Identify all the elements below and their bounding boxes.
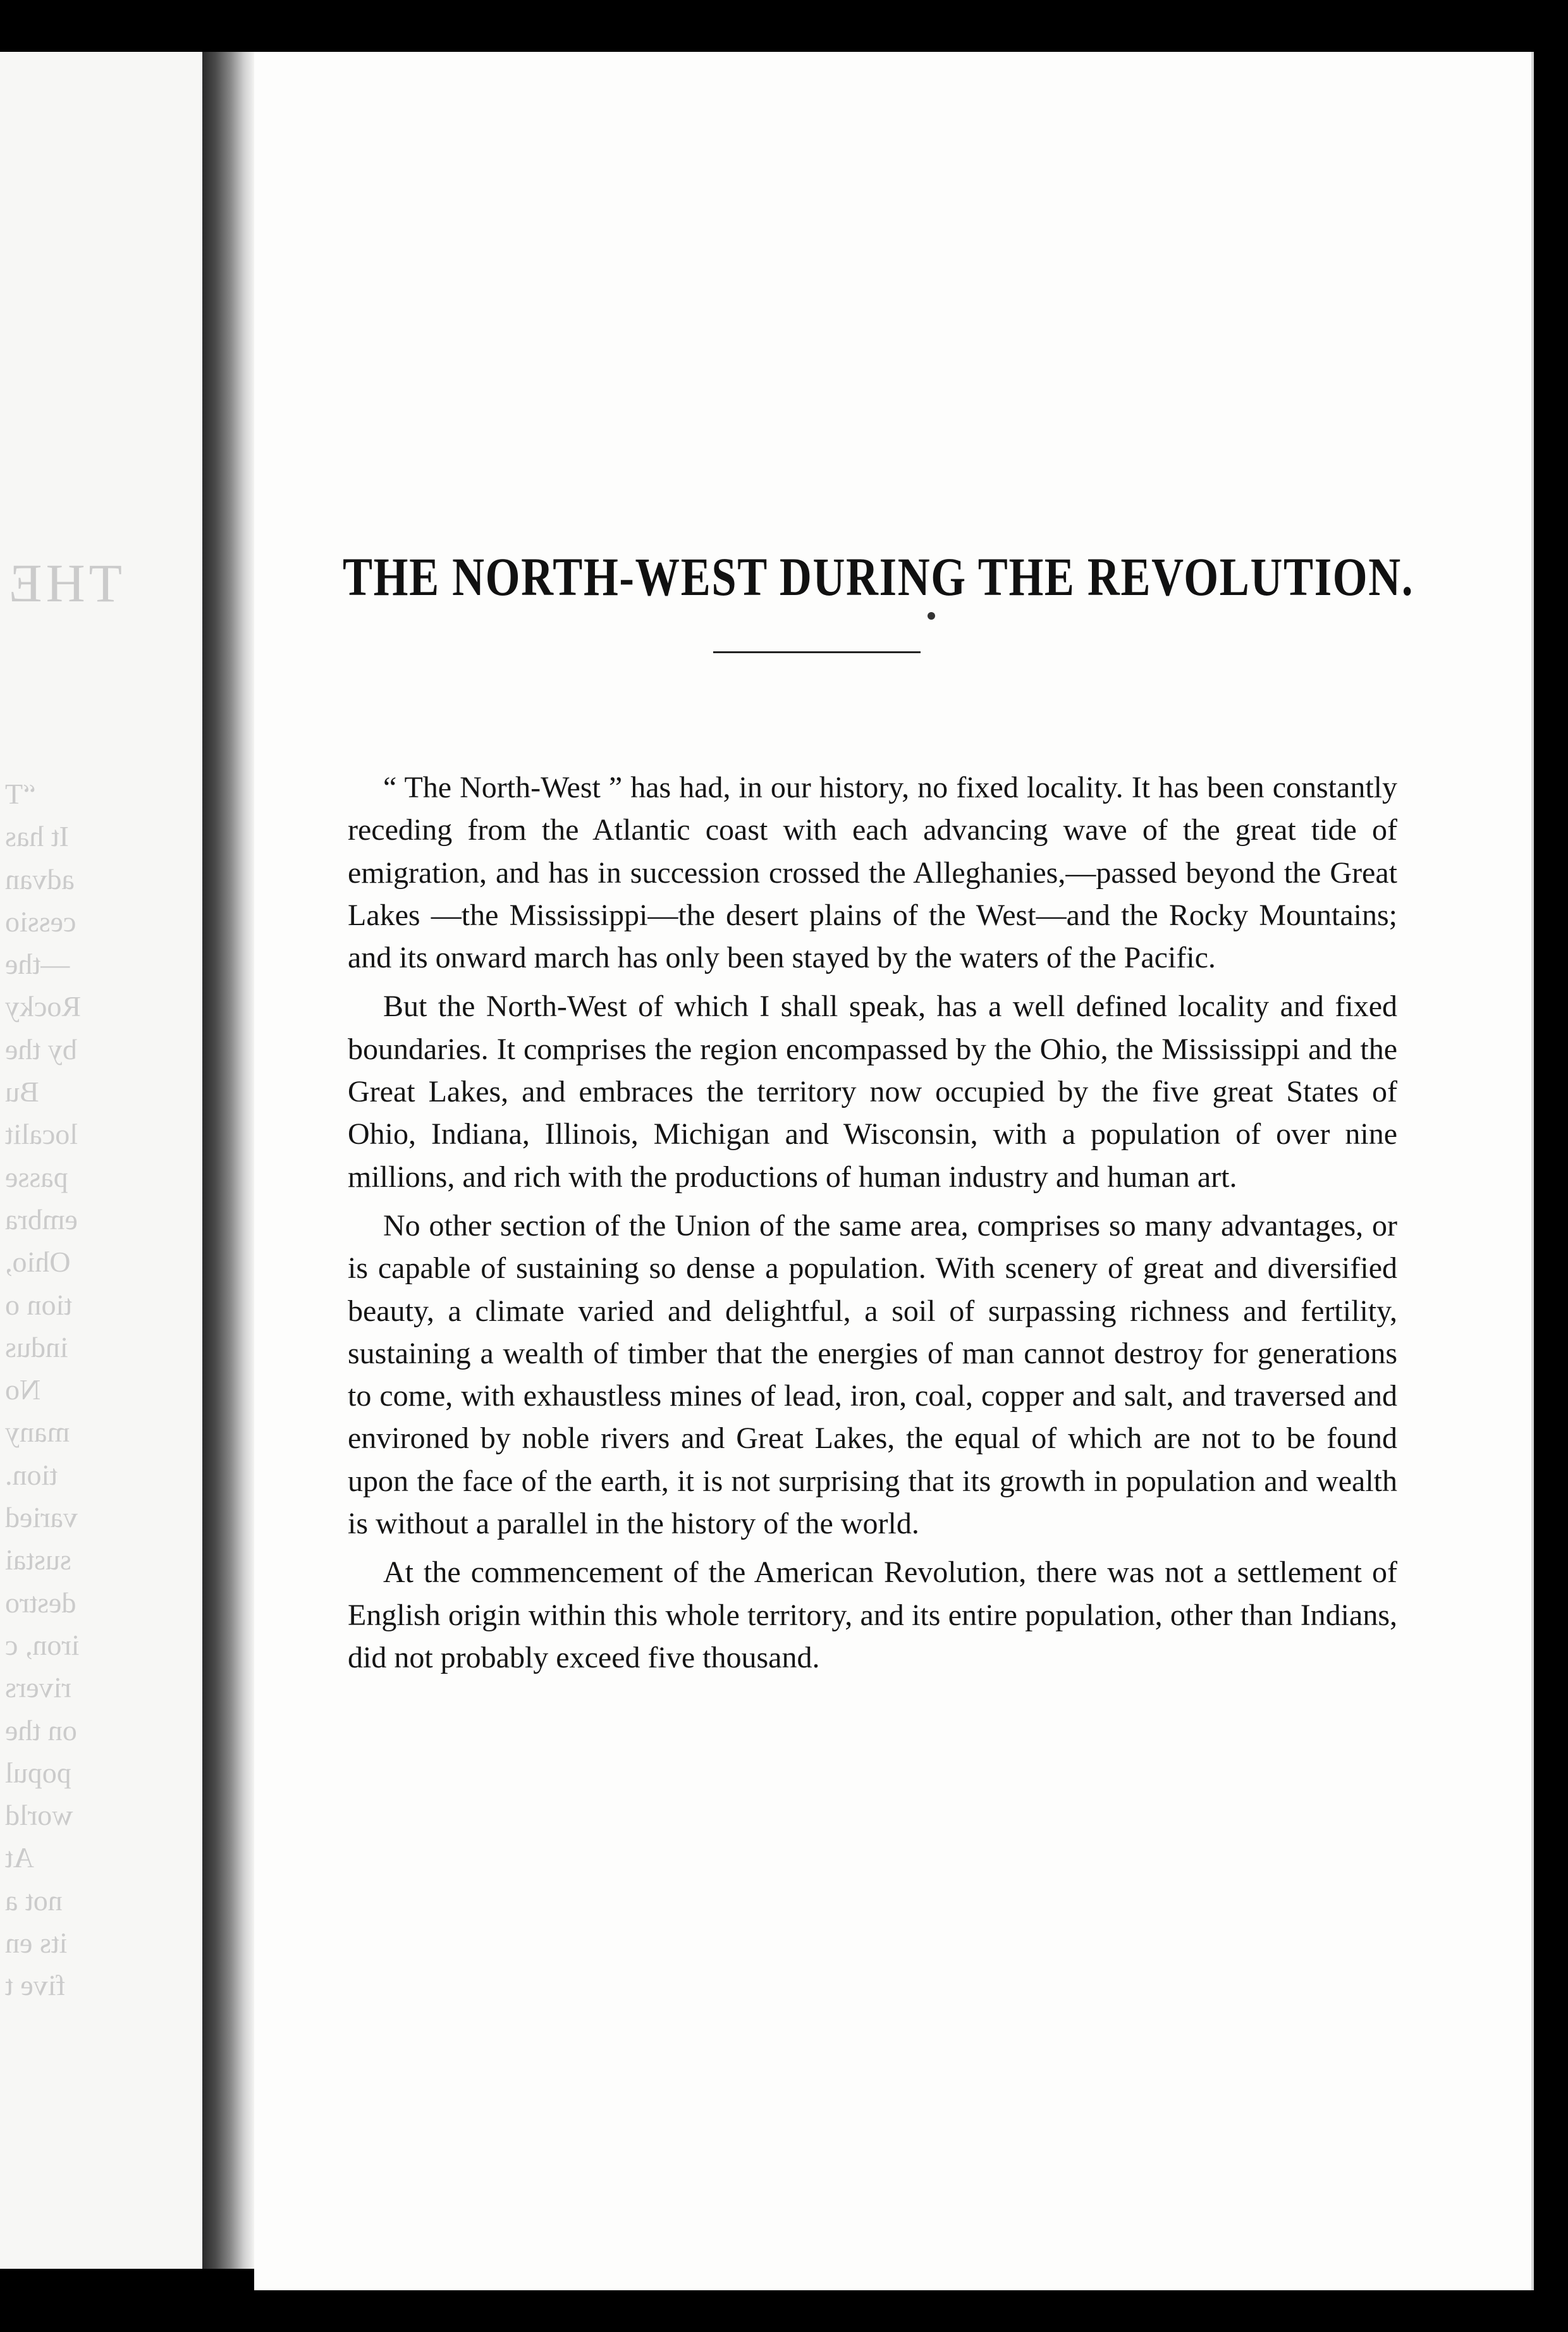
facing-page-heading-fragment: THE [5,553,123,613]
paragraph: No other section of the Union of the same area, comprises so many advantages, or is capable of sustaining so dense a population. With scenery of great and diversified beauty, a climate varied and delightful, a soil of surpassing richness and fertility, sustaining a wealth of timber that the energies of man cannot destroy for generations to come, with exhaustless mines of lead, iron, coal, copper and salt, and traversed and environed by noble rivers and Great Lakes, the equal of which are not to be found upon the face of the earth, it is not surprising that its growth in population and wealth is without a parallel in the history of the world. [348,1208,1397,1541]
title-ornament-dot [928,612,935,620]
paragraph: But the North-West of which I shall speak, has a well defined locality and fixed boundaries. It comprises the region encompassed by the Ohio, the Mississippi and the Great Lakes, and embraces the territory now occupied by the five great States of Ohio, Indiana, Illinois, Michigan and Wisconsin, with a population of over nine millions, and rich with the productions of human industry and human art. [348,990,1397,1194]
facing-page-line-fragments: “T It has advan cessio —the Rocky by the Bu localit passe embra Ohio, tion o indus No many tion. varied sustai destro iron, c rivers on the popul world At not a its en five t [5,778,82,2002]
body-text [348,766,1397,1685]
facing-page [0,52,202,2269]
paragraph: “ The North-West ” has had, in our history, no fixed locality. It has been constantly receding from the Atlantic coast with each advancing wave of the great tide of emigration, and has in succession crossed the Alleghanies,—passed beyond the Great Lakes —the Mississippi—the desert plains of the West—and the Rocky Mountains; and its onward march has only been stayed by the waters of the Pacific. [348,771,1397,975]
binding-gutter [202,52,254,2269]
page [254,52,1534,2290]
title-rule [713,651,921,653]
page-title: THE NORTH-WEST DURING THE REVOLUTION. [343,546,1414,607]
paragraph: At the commencement of the American Revolution, there was not a settlement of English origin within this whole territory, and its entire population, other than Indians, did not probably exceed five thousand. [348,1556,1397,1674]
